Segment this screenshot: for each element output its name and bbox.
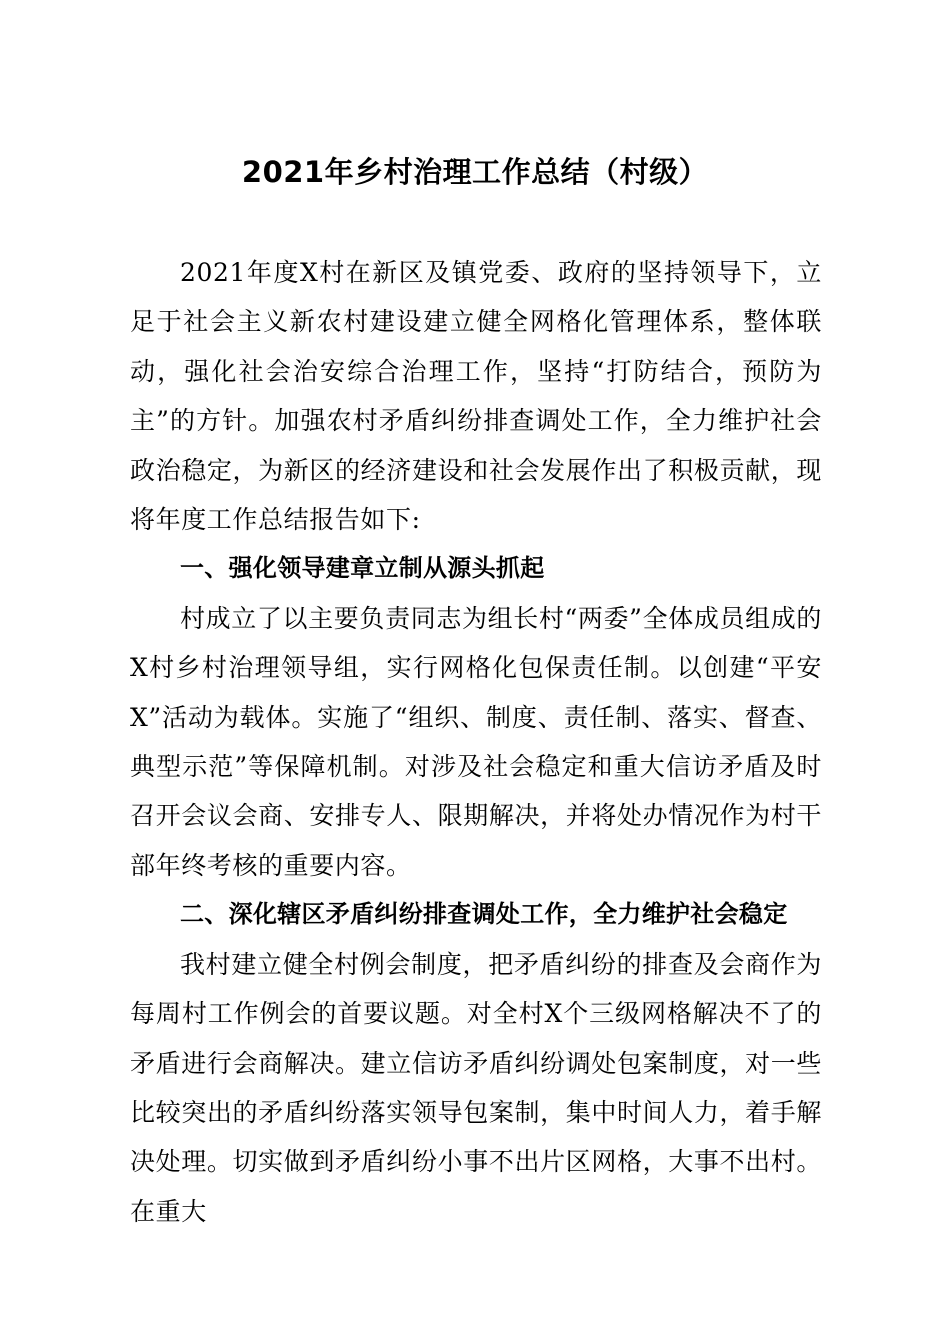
section-heading-1: 一、强化领导建章立制从源头抓起 [180, 554, 545, 583]
document-body [130, 248, 822, 1236]
document-title: 2021年乡村治理工作总结（村级） [241, 155, 709, 189]
intro-paragraph: 2021年度X村在新区及镇党委、政府的坚持领导下，立足于社会主义新农村建设建立健全网格化管理体系，整体联动，强化社会治安综合治理工作，坚持“打防结合，预防为主”的方针。加强农村矛盾纠纷排查调处工作，全力维护社会政治稳定，为新区的经济建设和社会发展作出了积极贡献，现将年度工作总结报告如下: [130, 258, 822, 535]
section-1-paragraph: 村成立了以主要负责同志为组长村“两委”全体成员组成的X村乡村治理领导组，实行网格化包保责任制。以创建“平安X”活动为载体。实施了“组织、制度、责任制、落实、督查、典型示范”等保障机制。对涉及社会稳定和重大信访矛盾及时召开会议会商、安排专人、限期解决，并将处办情况作为村干部年终考核的重要内容。 [130, 603, 822, 880]
section-2-paragraph: 我村建立健全村例会制度，把矛盾纠纷的排查及会商作为每周村工作例会的首要议题。对全村X个三级网格解决不了的矛盾进行会商解决。建立信访矛盾纠纷调处包案制度，对一些比较突出的矛盾纠纷落实领导包案制，集中时间人力，着手解决处理。切实做到矛盾纠纷小事不出片区网格，大事不出村。在重大 [130, 949, 822, 1226]
section-heading-2: 二、深化辖区矛盾纠纷排查调处工作，全力维护社会稳定 [180, 900, 788, 929]
